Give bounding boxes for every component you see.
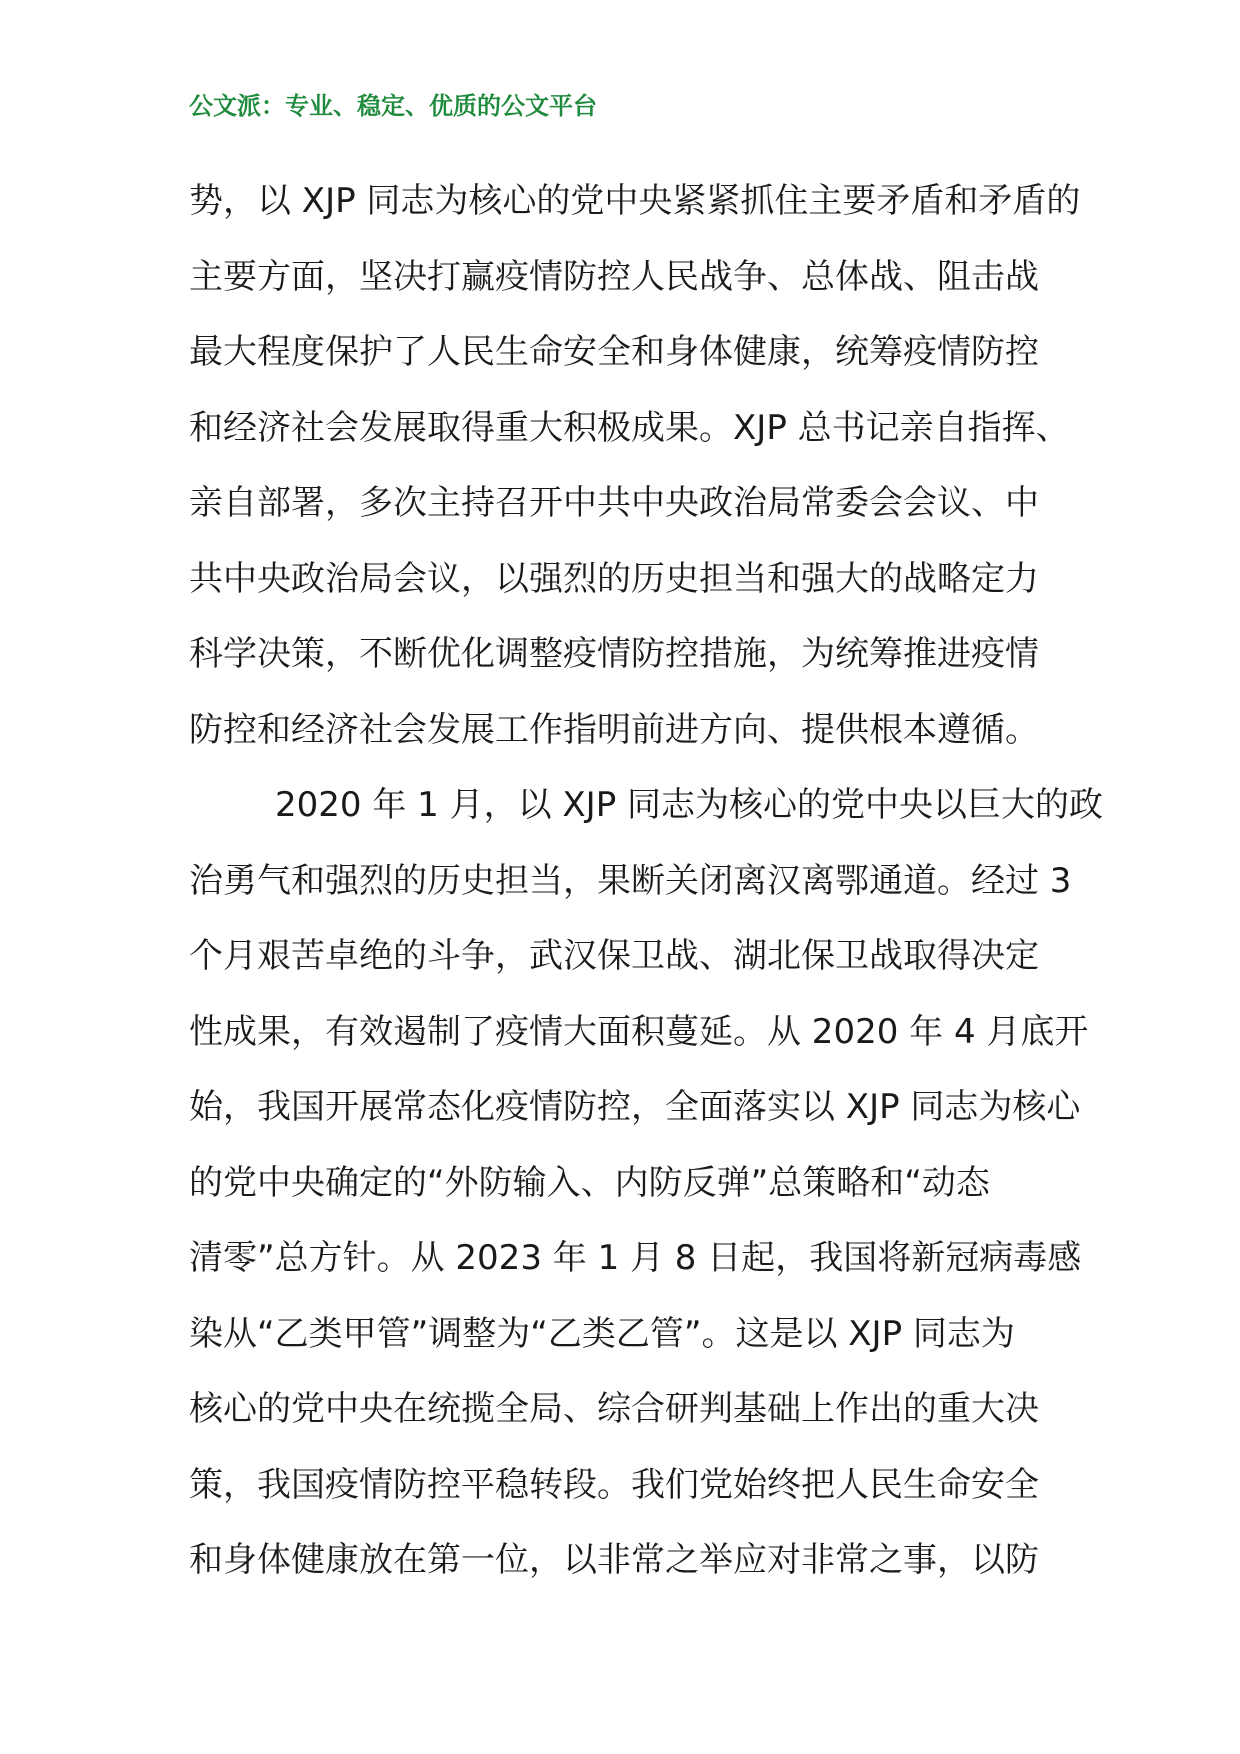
text-line: 共中央政治局会议，以强烈的历史担当和强大的战略定力 [189, 558, 1039, 599]
text-line: 清零”总方针。从 2023 年 1 月 8 日起，我国将新冠病毒感 [189, 1238, 1082, 1278]
text-line: 始，我国开展常态化疫情防控，全面落实以 XJP 同志为核心 [189, 1087, 1081, 1127]
text-line: 个月艰苦卓绝的斗争，武汉保卫战、湖北保卫战取得决定 [189, 936, 1039, 976]
text-line: 最大程度保护了人民生命安全和身体健康，统筹疫情防控 [189, 332, 1039, 372]
text-line: 势，以 XJP 同志为核心的党中央紧紧抓住主要矛盾和矛盾的 [189, 181, 1081, 221]
text-line: 防控和经济社会发展工作指明前进方向、提供根本遵循。 [189, 709, 1039, 750]
text-line: 和身体健康放在第一位，以非常之举应对非常之事，以防 [189, 1540, 1039, 1580]
text-line: 主要方面，坚决打赢疫情防控人民战争、总体战、阻击战 [189, 256, 1039, 297]
text-line-first-indented: 2020 年 1 月，以 XJP 同志为核心的党中央以巨大的政 [275, 785, 1104, 825]
text-line: 亲自部署，多次主持召开中共中央政治局常委会会议、中 [189, 483, 1039, 523]
text-line: 染从“乙类甲管”调整为“乙类乙管”。这是以 XJP 同志为 [189, 1313, 1015, 1354]
text-line: 治勇气和强烈的历史担当，果断关闭离汉离鄂通道。经过 3 [189, 860, 1072, 901]
text-line: 核心的党中央在统揽全局、综合研判基础上作出的重大决 [189, 1389, 1039, 1429]
text-line: 策，我国疫情防控平稳转段。我们党始终把人民生命安全 [189, 1464, 1039, 1505]
body-text [189, 164, 1104, 1599]
text-line: 和经济社会发展取得重大积极成果。XJP 总书记亲自指挥、 [189, 407, 1070, 448]
platform-header: 公文派：专业、稳定、优质的公文平台 [189, 91, 597, 120]
paragraph-2 [189, 768, 1104, 1599]
text-line: 科学决策，不断优化调整疫情防控措施，为统筹推进疫情 [189, 634, 1039, 674]
text-line: 性成果，有效遏制了疫情大面积蔓延。从 2020 年 4 月底开 [189, 1011, 1089, 1052]
paragraph-1 [189, 164, 1081, 768]
text-line: 的党中央确定的“外防输入、内防反弹”总策略和“动态 [189, 1162, 990, 1203]
